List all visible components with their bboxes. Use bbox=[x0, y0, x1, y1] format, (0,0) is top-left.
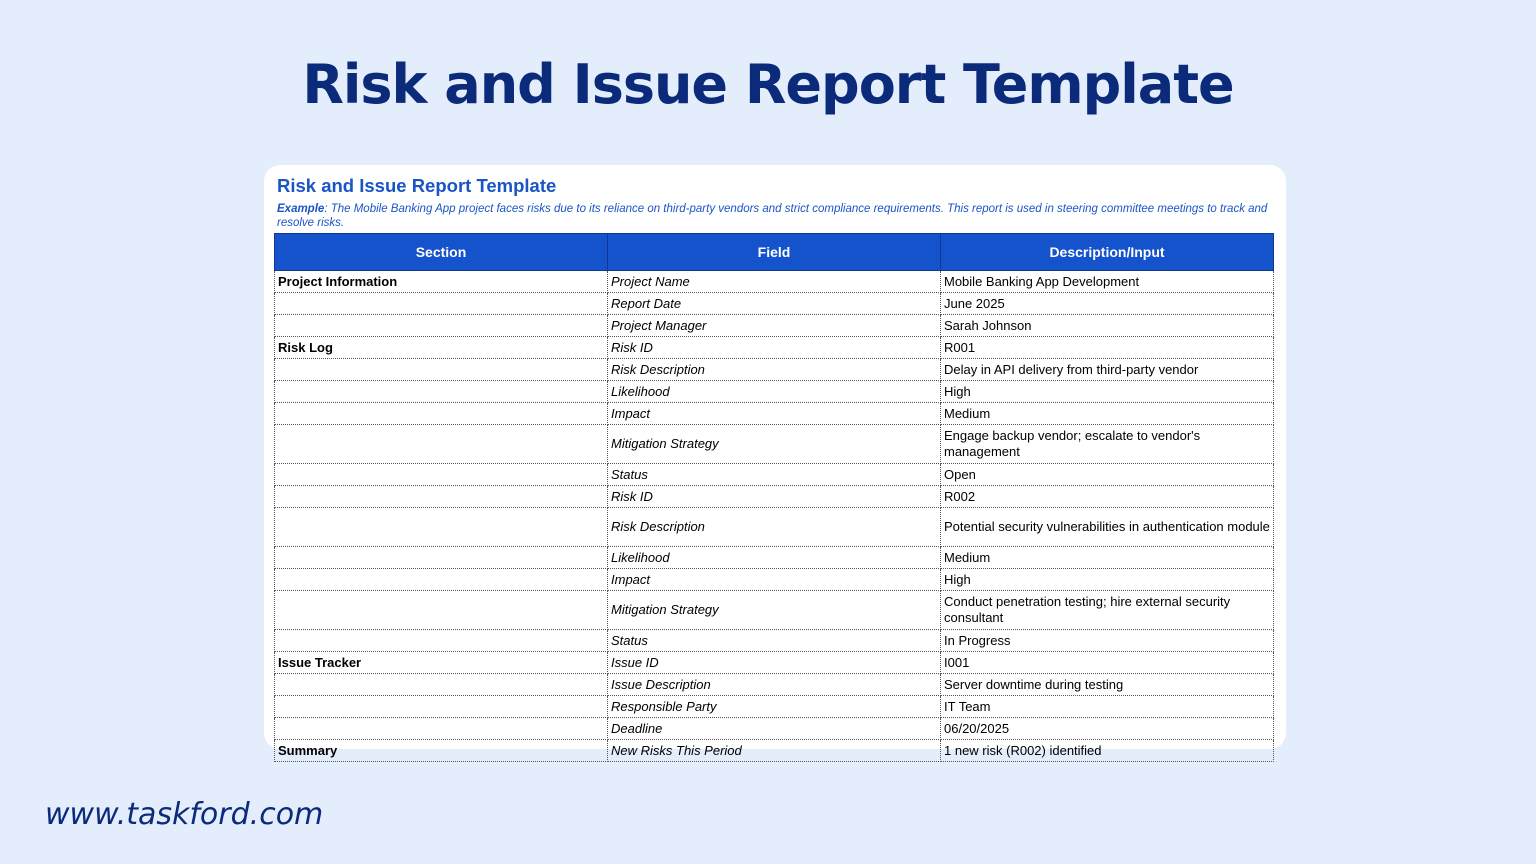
value-cell: R001 bbox=[941, 337, 1274, 359]
table-row bbox=[275, 486, 1274, 508]
report-table bbox=[274, 233, 1274, 762]
table-row bbox=[275, 337, 1274, 359]
section-cell bbox=[275, 403, 608, 425]
value-cell: 06/20/2025 bbox=[941, 718, 1274, 740]
value-cell: Open bbox=[941, 464, 1274, 486]
section-cell: Summary bbox=[275, 740, 608, 762]
footer-url[interactable]: www.taskford.com bbox=[45, 797, 324, 832]
header-field: Field bbox=[608, 234, 941, 271]
field-cell: Risk Description bbox=[608, 508, 941, 547]
value-cell: Medium bbox=[941, 403, 1274, 425]
value-cell: Medium bbox=[941, 547, 1274, 569]
section-cell bbox=[275, 381, 608, 403]
table-row bbox=[275, 740, 1274, 762]
table-row bbox=[275, 718, 1274, 740]
field-cell: Likelihood bbox=[608, 381, 941, 403]
table-row bbox=[275, 591, 1274, 630]
value-cell: In Progress bbox=[941, 630, 1274, 652]
value-cell: 1 new risk (R002) identified bbox=[941, 740, 1274, 762]
field-cell: Deadline bbox=[608, 718, 941, 740]
field-cell: Report Date bbox=[608, 293, 941, 315]
table-row bbox=[275, 508, 1274, 547]
field-cell: Risk ID bbox=[608, 486, 941, 508]
page-title: Risk and Issue Report Template bbox=[302, 53, 1234, 116]
value-cell: Engage backup vendor; escalate to vendor's management bbox=[941, 425, 1274, 464]
field-cell: Risk Description bbox=[608, 359, 941, 381]
section-cell bbox=[275, 718, 608, 740]
table-row bbox=[275, 547, 1274, 569]
field-cell: Responsible Party bbox=[608, 696, 941, 718]
field-cell: Issue Description bbox=[608, 674, 941, 696]
field-cell: Likelihood bbox=[608, 547, 941, 569]
section-cell: Issue Tracker bbox=[275, 652, 608, 674]
value-cell: High bbox=[941, 569, 1274, 591]
header-section: Section bbox=[275, 234, 608, 271]
field-cell: Impact bbox=[608, 569, 941, 591]
table-row bbox=[275, 674, 1274, 696]
section-cell bbox=[275, 315, 608, 337]
value-cell: IT Team bbox=[941, 696, 1274, 718]
field-cell: Status bbox=[608, 464, 941, 486]
value-cell: Mobile Banking App Development bbox=[941, 271, 1274, 293]
value-cell: Potential security vulnerabilities in authentication module bbox=[941, 508, 1274, 547]
section-cell bbox=[275, 293, 608, 315]
field-cell: Issue ID bbox=[608, 652, 941, 674]
value-cell: High bbox=[941, 381, 1274, 403]
table-row bbox=[275, 315, 1274, 337]
field-cell: Project Name bbox=[608, 271, 941, 293]
field-cell: Status bbox=[608, 630, 941, 652]
section-cell bbox=[275, 630, 608, 652]
field-cell: Project Manager bbox=[608, 315, 941, 337]
field-cell: Risk ID bbox=[608, 337, 941, 359]
table-row bbox=[275, 293, 1274, 315]
field-cell: New Risks This Period bbox=[608, 740, 941, 762]
field-cell: Mitigation Strategy bbox=[608, 591, 941, 630]
report-card bbox=[264, 165, 1286, 758]
table-row bbox=[275, 569, 1274, 591]
section-cell bbox=[275, 508, 608, 547]
section-cell bbox=[275, 591, 608, 630]
table-row bbox=[275, 464, 1274, 486]
section-cell: Project Information bbox=[275, 271, 608, 293]
table-row bbox=[275, 696, 1274, 718]
table-row bbox=[275, 425, 1274, 464]
document-note bbox=[277, 202, 1287, 230]
section-cell bbox=[275, 359, 608, 381]
table-row bbox=[275, 381, 1274, 403]
value-cell: I001 bbox=[941, 652, 1274, 674]
value-cell: Sarah Johnson bbox=[941, 315, 1274, 337]
table-row bbox=[275, 359, 1274, 381]
section-cell bbox=[275, 425, 608, 464]
table-row bbox=[275, 271, 1274, 293]
section-cell bbox=[275, 696, 608, 718]
section-cell bbox=[275, 547, 608, 569]
field-cell: Impact bbox=[608, 403, 941, 425]
header-description: Description/Input bbox=[941, 234, 1274, 271]
value-cell: June 2025 bbox=[941, 293, 1274, 315]
value-cell: Delay in API delivery from third-party vendor bbox=[941, 359, 1274, 381]
table-row bbox=[275, 630, 1274, 652]
table-row bbox=[275, 403, 1274, 425]
value-cell: R002 bbox=[941, 486, 1274, 508]
section-cell bbox=[275, 464, 608, 486]
table-header-row bbox=[275, 234, 1274, 271]
section-cell bbox=[275, 486, 608, 508]
note-label: Example bbox=[277, 203, 325, 215]
value-cell: Conduct penetration testing; hire external security consultant bbox=[941, 591, 1274, 630]
field-cell: Mitigation Strategy bbox=[608, 425, 941, 464]
document-title: Risk and Issue Report Template bbox=[277, 175, 557, 196]
note-text: : The Mobile Banking App project faces risks due to its reliance on third-party vendors and strict compliance requirements. This report is used in steering committee meetings to track and resolve risks. bbox=[277, 203, 1268, 229]
value-cell: Server downtime during testing bbox=[941, 674, 1274, 696]
section-cell bbox=[275, 569, 608, 591]
section-cell: Risk Log bbox=[275, 337, 608, 359]
section-cell bbox=[275, 674, 608, 696]
table-row bbox=[275, 652, 1274, 674]
